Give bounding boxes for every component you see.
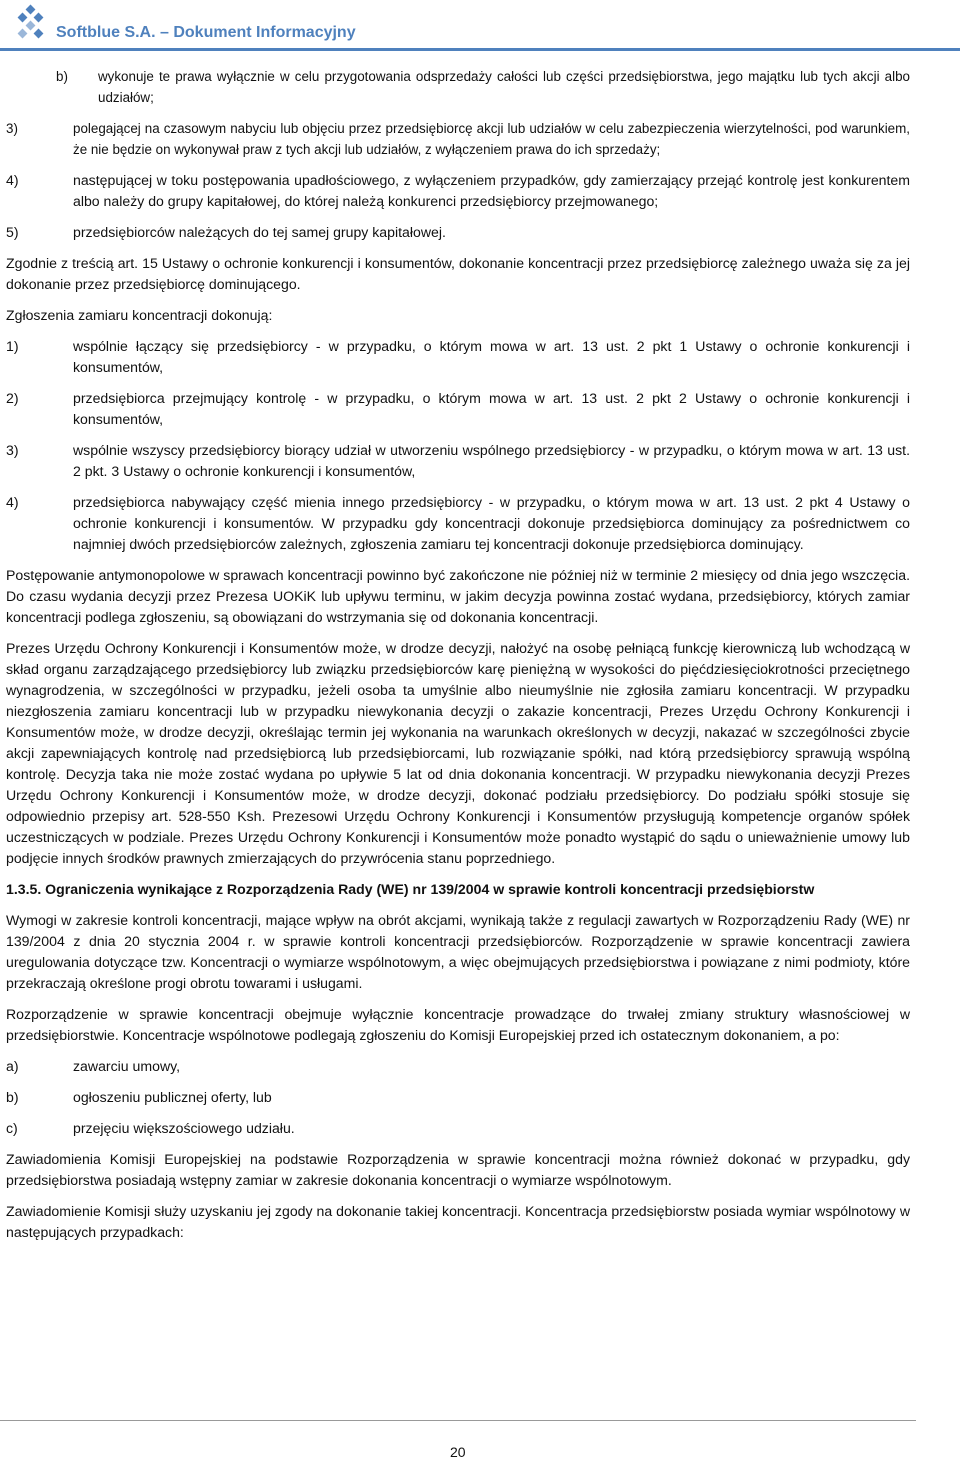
paragraph: Zgłoszenia zamiaru koncentracji dokonują: [6,307,273,323]
list-item: 1) wspólnie łączący się przedsiębiorcy - w przypadku, o którym mowa w art. 13 ust. 2 pkt 1 Ustawy o ochronie konkurencji i konsumentów, [6,338,910,375]
list-item: 3) wspólnie wszyscy przedsiębiorcy biorący udział w utworzeniu wspólnego przedsiębiorcy - w przypadku, o którym mowa w art. 13 ust. 2 pkt. 3 Ustawy o ochronie konkurencji i konsumentów, [6,442,910,479]
list-item: a) zawarciu umowy, [6,1058,181,1074]
paragraph: Rozporządzenie w sprawie koncentracji obejmuje wyłącznie koncentracje prowadzące do trwałej zmiany struktury własnościowej w przedsiębiorstwie. Koncentracje wspólnotowe podlegają zgłoszeniu do Komisji Europejskiej przed ich ostatecznym dokonaniem, a po: [6,1006,910,1043]
document-body [6,66,910,1253]
list-item: 4) następującej w toku postępowania upadłościowego, z wyłączeniem przypadków, gdy zamierzający przejąć kontrolę jest konkurentem albo należy do grupy kapitałowej, do której należą konkurenci przedsiębiorcy przejmowanego; [6,172,910,209]
list-item: 3) polegającej na czasowym nabyciu lub objęciu przez przedsiębiorcę akcji lub udziałów w celu zabezpieczenia wierzytelności, pod warunkiem, że nie będzie on wykonywał praw z tych akcji lub udziałów, z wyłączeniem prawa do ich sprzedaży; [6,121,910,157]
paragraph: Wymogi w zakresie kontroli koncentracji, mające wpływ na obrót akcjami, wynikają także z regulacji zawartych w Rozporządzeniu Rady (WE) nr 139/2004 z dnia 20 stycznia 2004 r. w sprawie kontroli koncentracji przedsiębiorców. Rozporządzenie w sprawie koncentracji zawiera uregulowania dotyczące tzw. Koncentracji o wymiarze wspólnotowym, a więc obejmujących przedsiębiorstwa i powiązane z nimi podmioty, które przekraczają określone progi obrotu towarami i usługami. [6,912,910,991]
softblue-logo-icon [12,4,50,44]
paragraph: Zgodnie z treścią art. 15 Ustawy o ochronie konkurencji i konsumentów, dokonanie koncentracji przez przedsiębiorcę zależnego uważa się za jej dokonanie przez przedsiębiorcę dominującego. [6,255,910,292]
page-number: 20 [450,1444,466,1460]
list-item: 4) przedsiębiorca nabywający część mienia innego przedsiębiorcy - w przypadku, o którym mowa w art. 13 ust. 2 pkt 4 Ustawy o ochronie konkurencji i konsumentów. W przypadku gdy koncentracji dokonuje przedsiębiorca dominujący za pośrednictwem co najmniej dwóch przedsiębiorców zależnych, zgłoszenia zamiaru tej koncentracji dokonuje przedsiębiorca dominujący. [6,494,910,552]
section-heading: 1.3.5. Ograniczenia wynikające z Rozporządzenia Rady (WE) nr 139/2004 w sprawie kontroli koncentracji przedsiębiorstw [6,881,815,897]
header-rule [0,48,960,51]
list-item: 5) przedsiębiorców należących do tej samej grupy kapitałowej. [6,224,446,240]
paragraph: Postępowanie antymonopolowe w sprawach koncentracji powinno być zakończone nie później niż w terminie 2 miesięcy od dnia jego wszczęcia. Do czasu wydania decyzji przez Prezesa UOKiK lub upływu terminu, w jakim decyzja powinna zostać wydana, przedsiębiorcy, których zamiar koncentracji podlega zgłoszeniu, są obowiązani do wstrzymania się od dokonania koncentracji. [6,567,910,625]
paragraph: Zawiadomienia Komisji Europejskiej na podstawie Rozporządzenia w sprawie koncentracji można również dokonać w przypadku, gdy przedsiębiorstwa posiadają wstępny zamiar w zakresie dokonania koncentracji o wymiarze wspólnotowym. [6,1151,910,1188]
page-header [0,0,960,56]
list-item: c) przejęciu większościowego udziału. [6,1120,295,1136]
list-item: 2) przedsiębiorca przejmujący kontrolę - w przypadku, o którym mowa w art. 13 ust. 2 pkt 2 Ustawy o ochronie konkurencji i konsumentów, [6,390,910,427]
paragraph: Prezes Urzędu Ochrony Konkurencji i Konsumentów może, w drodze decyzji, nałożyć na osobę pełniącą funkcję kierowniczą lub wchodzącą w skład organu zarządzającego przedsiębiorcy lub związku przedsiębiorców karę pieniężną w wysokości do pięćdziesięciokrotności przeciętnego wynagrodzenia, w szczególności w przypadku, jeżeli osoba ta umyślnie albo nieumyślnie nie zgłosiła zamiaru koncentracji. W przypadku niezgłoszenia zamiaru koncentracji lub w przypadku niewykonania decyzji o zakazie koncentracji, Prezes Urzędu Ochrony Konkurencji i Konsumentów może, w drodze decyzji, określając termin jej wykonania na warunkach określonych w decyzji, nakazać w szczególności zbycie akcji zapewniających kontrolę nad przedsiębiorcą lub przedsiębiorcami, lub rozwiązanie spółki, nad którą przedsiębiorcy sprawują wspólną kontrolę. Decyzja taka nie może zostać wydana po upływie 5 lat od dnia dokonania koncentracji. W przypadku niewykonania decyzji Prezes Urzędu Ochrony Konkurencji i Konsumentów może, w drodze decyzji, dokonać podziału przedsiębiorcy. Do podziału spółki stosuje się odpowiednio przepisy art. 528-550 Ksh. Prezesowi Urzędu Ochrony Konkurencji i Konsumentów przysługują kompetencje organów spółek uczestniczących w podziale. Prezes Urzędu Ochrony Konkurencji i Konsumentów może ponadto wystąpić do sądu o unieważnienie umowy lub podjęcie innych środków prawnych zmierzających do przywrócenia stanu poprzedniego. [6,640,910,866]
paragraph: Zawiadomienie Komisji służy uzyskaniu jej zgody na dokonanie takiej koncentracji. Koncentracja przedsiębiorstw posiada wymiar wspólnotowy w następujących przypadkach: [6,1203,910,1240]
document-title: Softblue S.A. – Dokument Informacyjny [56,24,356,41]
list-item: b) wykonuje te prawa wyłącznie w celu przygotowania odsprzedaży całości lub części przedsiębiorstwa, jego majątku lub tych akcji albo udziałów; [56,69,910,105]
list-item: b) ogłoszeniu publicznej oferty, lub [6,1089,272,1105]
footer-rule [0,1420,916,1421]
